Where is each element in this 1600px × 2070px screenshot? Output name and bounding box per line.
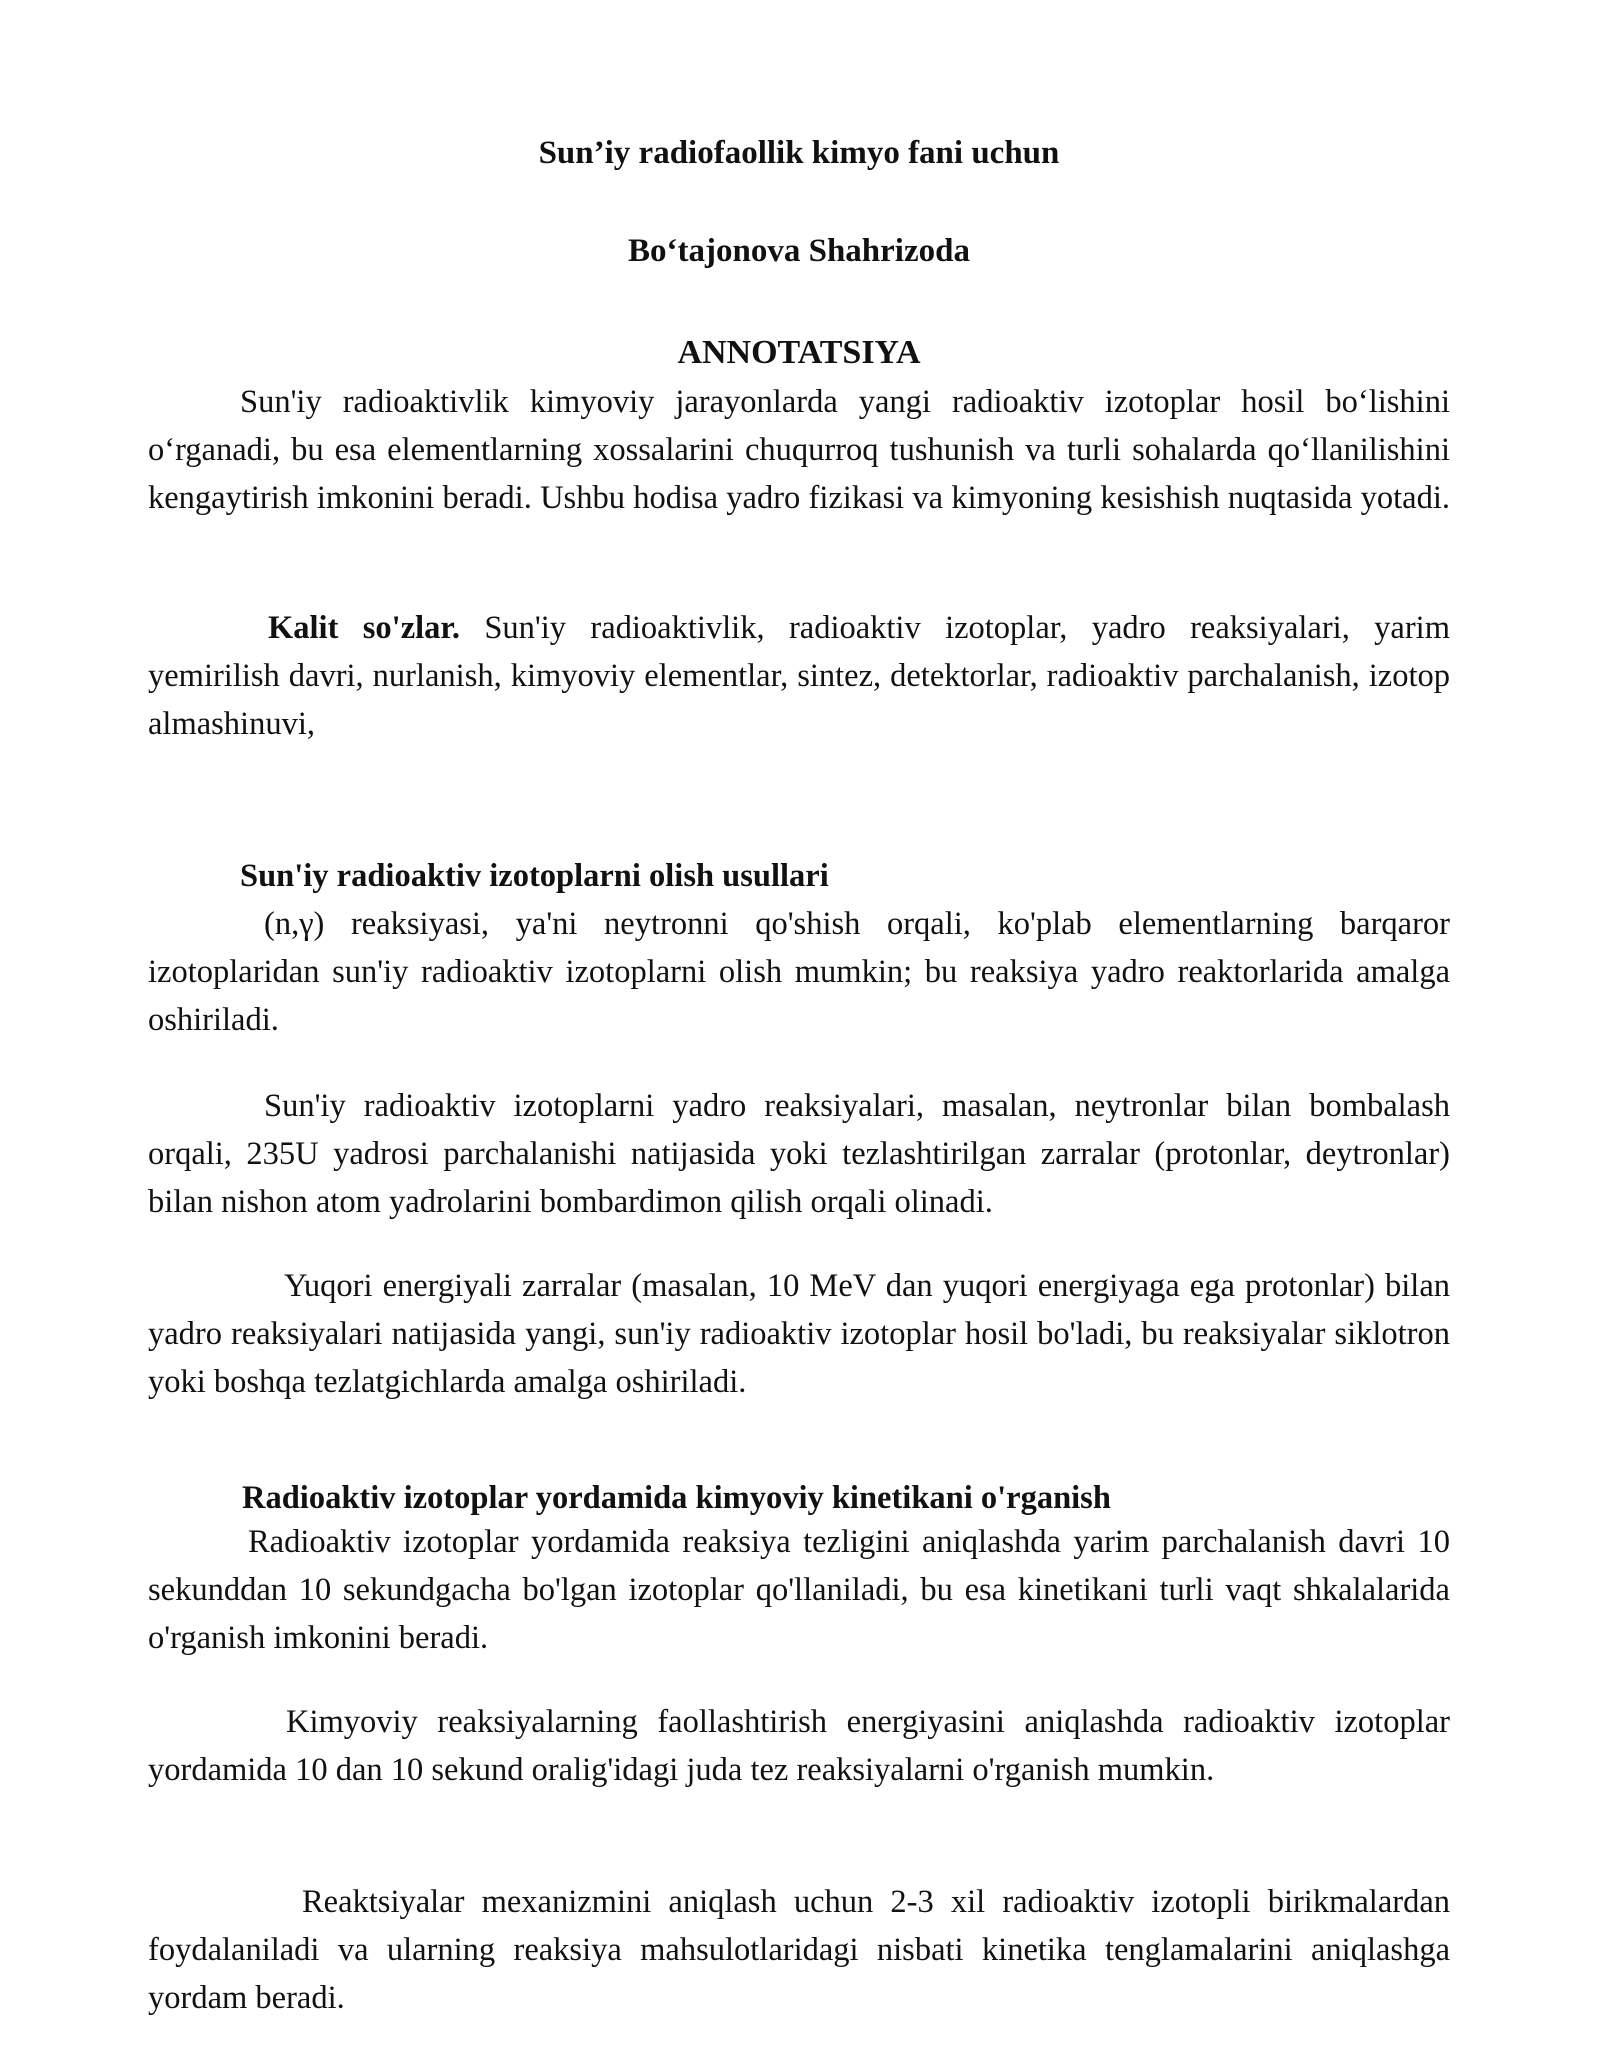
section2-paragraph-3: Reaktsiyalar mexanizmini aniqlash uchun 2-3 xil radioaktiv izotopli birikmalardan foydalaniladi va ularning reaksiya mahsulotlaridagi nisbati kinetika tenglamalarini aniqlashga yordam beradi. bbox=[148, 1884, 1450, 2016]
section1-paragraph-2: Sun'iy radioaktiv izotoplarni yadro reaksiyalari, masalan, neytronlar bilan bombalash orqali, 235U yadrosi parchalanishi natijasida yoki tezlashtirilgan zarralar (protonlar, deytronlar) bilan nishon atom yadrolarini bombardimon qilish orqali olinadi. bbox=[148, 1088, 1450, 1220]
section1-paragraph-3: Yuqori energiyali zarralar (masalan, 10 MeV dan yuqori energiyaga ega protonlar) bilan yadro reaksiyalari natijasida yangi, sun'iy radioaktiv izotoplar hosil bo'ladi, bu reaksiyalar siklotron yoki boshqa tezlatgichlarda amalga oshiriladi. bbox=[148, 1268, 1450, 1400]
annotation-heading: ANNOTATSIYA bbox=[677, 334, 921, 371]
section1-paragraph-1: (n,γ) reaksiyasi, ya'ni neytronni qo'shish orqali, ko'plab elementlarning barqaror izotoplaridan sun'iy radioaktiv izotoplarni olish mumkin; bu reaksiya yadro reaktorlarida amalga oshiriladi. bbox=[148, 906, 1450, 1038]
section2-heading: Radioaktiv izotoplar yordamida kimyoviy kinetikani o'rganish bbox=[242, 1480, 1111, 1516]
section1-heading: Sun'iy radioaktiv izotoplarni olish usullari bbox=[240, 858, 829, 894]
section2-paragraph-2: Kimyoviy reaksiyalarning faollashtirish energiyasini aniqlashda radioaktiv izotoplar yordamida 10 dan 10 sekund oralig'idagi juda tez reaksiyalarni o'rganish mumkin. bbox=[148, 1704, 1450, 1788]
section2-paragraph-1: Radioaktiv izotoplar yordamida reaksiya tezligini aniqlashda yarim parchalanish davri 10 sekunddan 10 sekundgacha bo'lgan izotoplar qo'llaniladi, bu esa kinetikani turli vaqt shkalalarida o'rganish imkonini beradi. bbox=[148, 1524, 1450, 1656]
keywords-paragraph bbox=[148, 604, 1450, 748]
author-name: Bo‘tajonova Shahrizoda bbox=[628, 233, 970, 269]
keywords-text: Sun'iy radioaktivlik, radioaktiv izotoplar, yadro reaksiyalari, yarim yemirilish davri, nurlanish, kimyoviy elementlar, sintez, detektorlar, radioaktiv parchalanish, izotop almashinuvi, bbox=[148, 610, 1450, 742]
annotation-paragraph: Sun'iy radioaktivlik kimyoviy jarayonlarda yangi radioaktiv izotoplar hosil bo‘lishini o‘rganadi, bu esa elementlarning xossalarini chuqurroq tushunish va turli sohalarda qo‘llanilishini kengaytirish imkonini beradi. Ushbu hodisa yadro fizikasi va kimyoning kesishish nuqtasida yotadi. bbox=[148, 384, 1450, 516]
document-title: Sun’iy radiofaollik kimyo fani uchun bbox=[538, 135, 1060, 171]
keywords-label: Kalit so'zlar. bbox=[268, 610, 460, 646]
